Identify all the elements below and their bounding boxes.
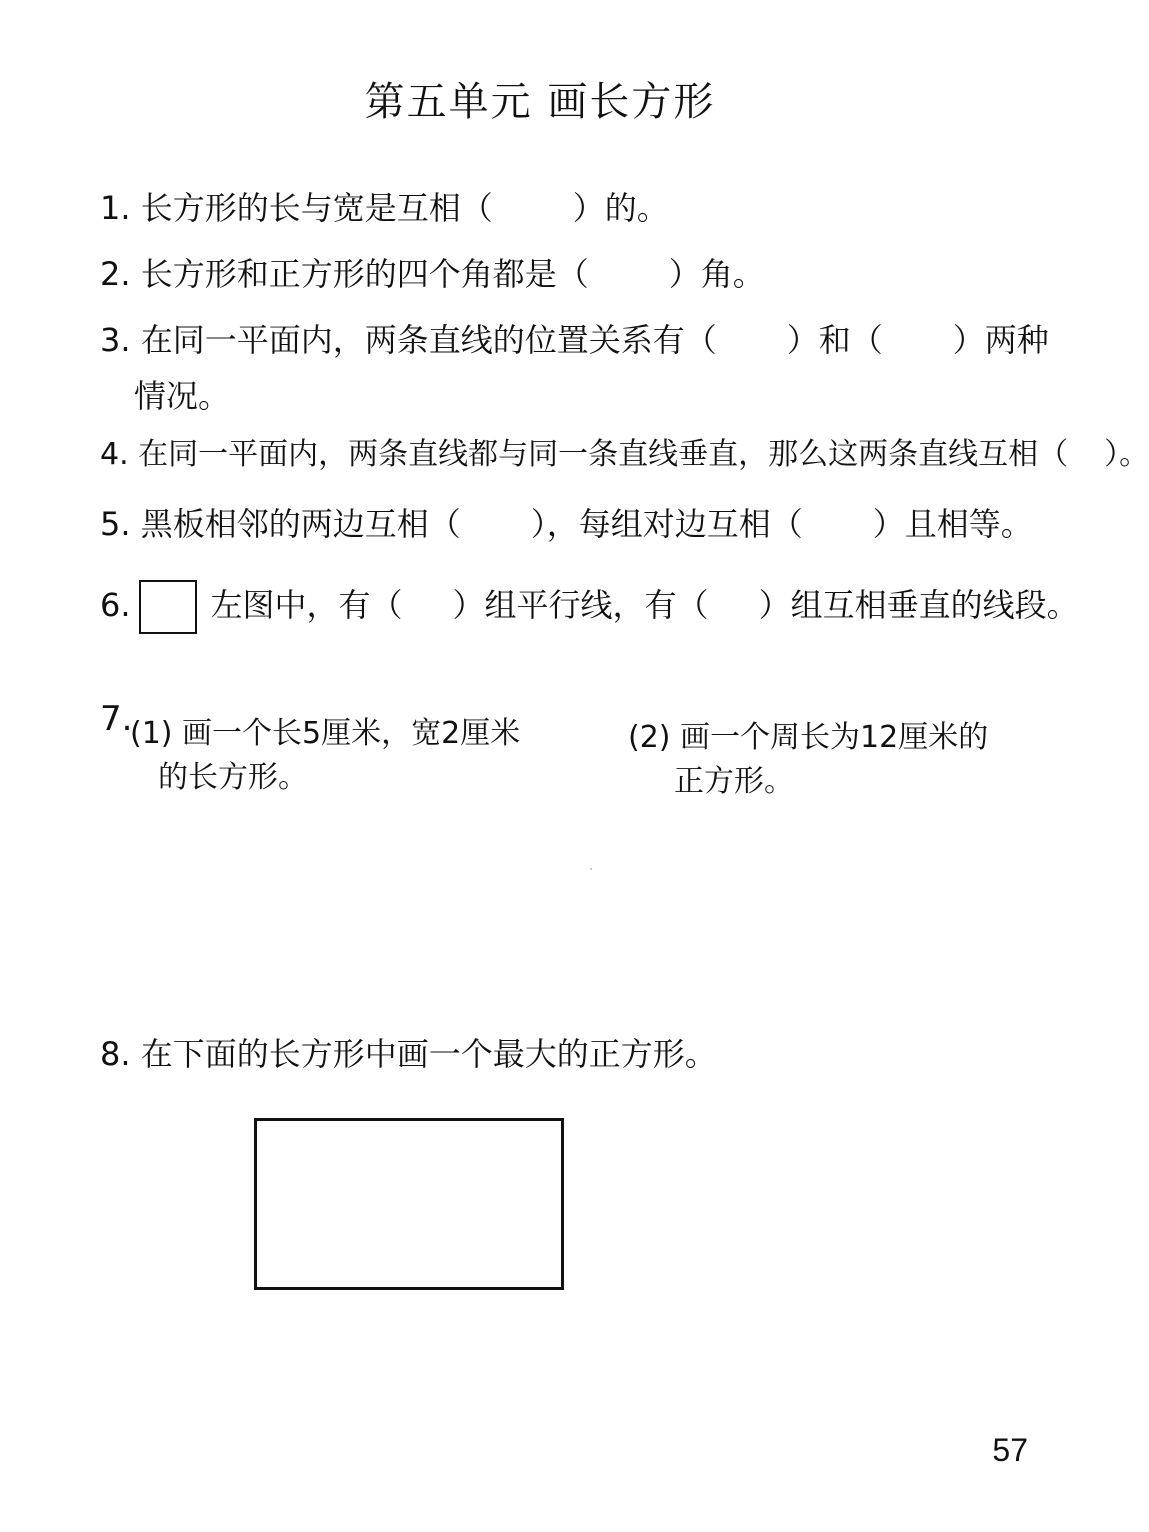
page-number: 57	[992, 1432, 1028, 1468]
question-7-part-1-line-1: (1) 画一个长5厘米，宽2厘米	[130, 716, 521, 751]
question-3-line-2: 情况。	[134, 377, 231, 415]
question-2	[100, 256, 765, 293]
question-6-number: 6.	[100, 586, 131, 624]
question-4-text-b: ）。	[1104, 437, 1149, 472]
page-title: 第五单元 画长方形	[364, 79, 716, 125]
question-4	[100, 438, 1149, 473]
question-5-text-b: ），每组对边互相（	[530, 505, 803, 543]
question-3-text-a: 3. 在同一平面内，两条直线的位置关系有（	[100, 321, 717, 359]
question-6-text-b: 左图中，有（	[210, 586, 403, 624]
question-5-text-c: ）且相等。	[872, 505, 1033, 543]
scan-speck	[590, 868, 592, 870]
question-7-number: 7.	[100, 699, 133, 739]
question-3	[100, 322, 1049, 359]
question-5-text-a: 5. 黑板相邻的两边互相（	[100, 505, 461, 543]
question-6-text-c: ）组平行线，有（	[452, 586, 709, 624]
question-7-part-2-line-2: 正方形。	[674, 763, 794, 799]
question-7-part-2-line-1: (2) 画一个周长为12厘米的	[628, 720, 989, 755]
small-square-figure	[139, 580, 197, 634]
question-3-text-b: ）和（	[786, 321, 883, 359]
question-4-text-a: 4. 在同一平面内，两条直线都与同一条直线垂直，那么这两条直线互相（	[100, 437, 1069, 472]
question-3-text-c: ）两种	[952, 321, 1049, 359]
rectangle-drawing-area[interactable]	[254, 1118, 564, 1290]
question-8: 8. 在下面的长方形中画一个最大的正方形。	[100, 1035, 717, 1073]
question-1-text-a: 1. 长方形的长与宽是互相（	[100, 189, 493, 227]
question-6	[100, 580, 1079, 634]
question-7-part-2	[628, 716, 988, 803]
question-1	[100, 190, 669, 227]
question-7-part-1	[130, 712, 520, 799]
question-7-part-1-line-2: 的长方形。	[158, 759, 308, 795]
question-2-text-a: 2. 长方形和正方形的四个角都是（	[100, 255, 589, 293]
question-2-text-b: ）角。	[668, 255, 765, 293]
question-6-text-d: ）组互相垂直的线段。	[758, 586, 1079, 624]
question-1-text-b: ）的。	[572, 189, 669, 227]
question-5	[100, 506, 1033, 543]
